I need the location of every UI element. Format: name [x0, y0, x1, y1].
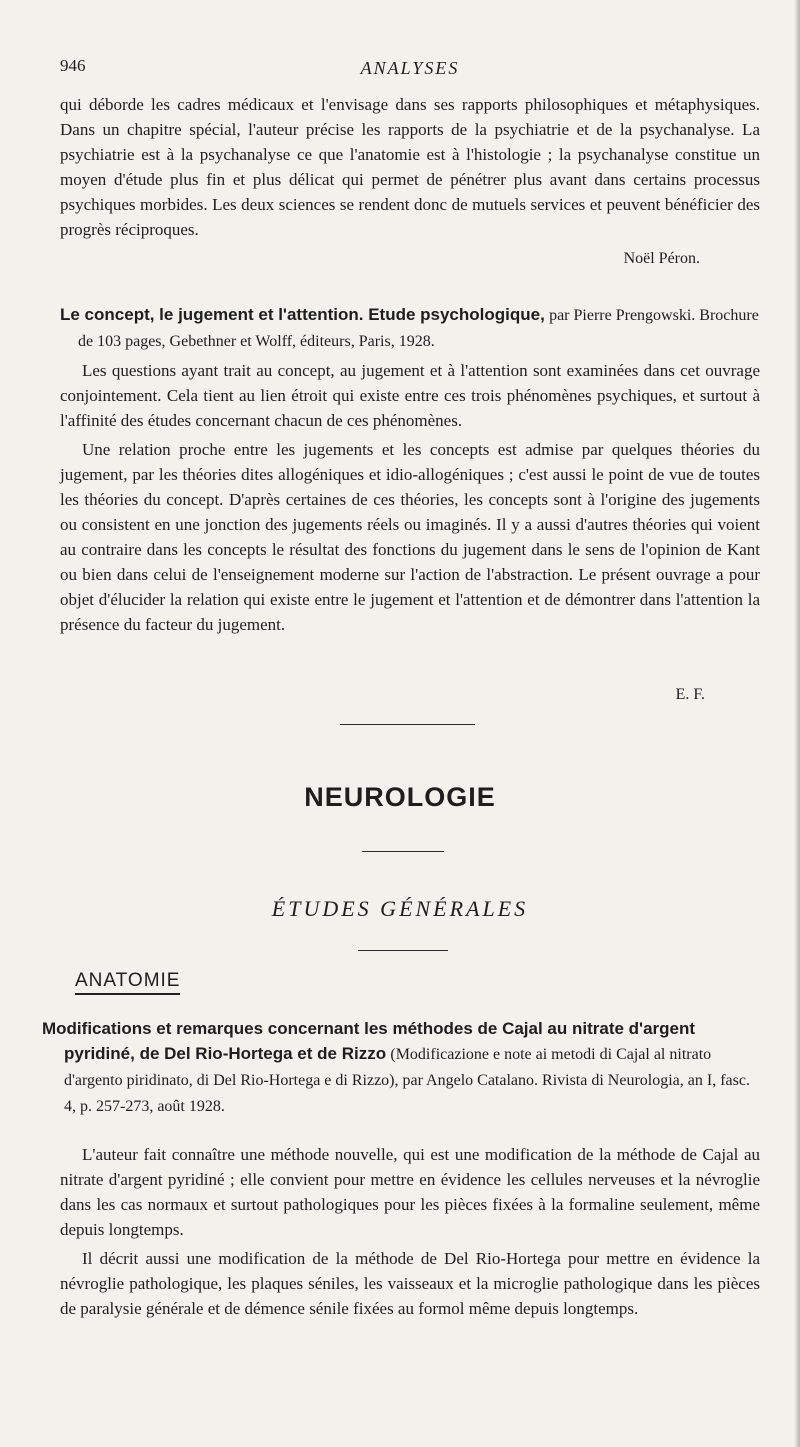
review-2-body [60, 358, 760, 637]
review-1-signature: Noël Péron. [623, 250, 700, 267]
review-3-paragraph-1: L'auteur fait connaître une méthode nouvelle, qui est une modification de la méthode de Cajal au nitrate d'argent pyridiné ; elle convient pour mettre en évidence les cellules nerveuses et la névroglie dans les cas normaux et surtout pathologiques pour les pièces fixées à la formaline seulement, même depuis longtemps. [60, 1145, 760, 1239]
divider-rule [340, 724, 475, 725]
review-2-paragraph-1: Les questions ayant trait au concept, au jugement et à l'attention sont examinées dans cet ouvrage conjointement. Cela tient au lien étroit qui existe entre ces trois phénomènes psychiques, et surtout à l'affinité des études concernant chacun de ces phénomènes. [60, 361, 760, 430]
review-1-text: qui déborde les cadres médicaux et l'envisage dans ses rapports philosophiques et métaphysiques. Dans un chapitre spécial, l'auteur précise les rapports de la psychiatrie et de la psychanalyse. La psychiatrie est à la psychanalyse ce que l'anatomie est à l'histologie ; la psychanalyse constitue un moyen d'étude plus fin et plus délicat qui permet de pénétrer plus avant dans certains processus psychiques morbides. Les deux sciences se rendent donc de mutuels services et peuvent bénéficier des progrès réciproques. [60, 95, 760, 239]
page-header [60, 56, 760, 86]
divider-rule [362, 851, 444, 852]
review-3-body [60, 1142, 760, 1321]
page-number: 946 [60, 56, 86, 75]
subsection-title: ÉTUDES GÉNÉRALES [271, 896, 529, 921]
review-2-meta: par Pierre Prengowski. Brochure de 103 pages, Gebethner et Wolff, éditeurs, Paris, 1928. [78, 307, 759, 350]
review-1-body [60, 92, 760, 242]
review-2-heading [60, 302, 760, 354]
divider-rule [358, 950, 448, 951]
running-head: ANALYSES [360, 58, 460, 78]
page-edge-shadow [794, 0, 800, 1447]
review-3-meta: (Modificazione e note ai metodi di Cajal al nitrato d'argento piridinato, di Del Rio-Hortega e di Rizzo), par Angelo Catalano. Rivista di Neurologia, an I, fasc. 4, p. 257-273, août 1928. [64, 1046, 750, 1115]
review-3-title: Modifications et remarques concernant les méthodes de Cajal au nitrate d'argent pyridiné, de Del Rio-Hortega et de Rizzo [42, 1019, 696, 1063]
review-2-title: Le concept, le jugement et l'attention. Etude psychologique, [60, 305, 545, 324]
section-title: NEUROLOGIE [304, 782, 496, 812]
review-3-paragraph-2: Il décrit aussi une modification de la méthode de Del Rio-Hortega pour mettre en évidence la névroglie pathologique, les plaques séniles, les vaisseaux et la microglie pathologique dans les pièces de paralysie générale et de démence sénile fixées au formol même depuis longtemps. [60, 1249, 760, 1318]
review-2-paragraph-2: Une relation proche entre les jugements et les concepts est admise par quelques théories du jugement, par les théories dites allogéniques et idio-allogéniques ; c'est aussi le point de vue de toutes les théories du concept. D'après certaines de ces théories, les concepts sont à l'origine des jugements ou consistent en une jonction des jugements réels ou imaginés. Il y a aussi d'autres théories qui voient au contraire dans les concepts le résultat des fonctions du jugement dans le sens de l'opinion de Kant ou bien dans celui de l'enseignement moderne sur l'action de l'abstraction. Le présent ouvrage a pour objet d'élucider la relation qui existe entre le jugement et l'attention et de démontrer dans l'attention la présence du facteur du jugement. [60, 440, 760, 634]
subsubsection-title: ANATOMIE [75, 970, 180, 995]
review-3-heading [42, 1016, 760, 1119]
review-2-signature: E. F. [675, 686, 705, 703]
